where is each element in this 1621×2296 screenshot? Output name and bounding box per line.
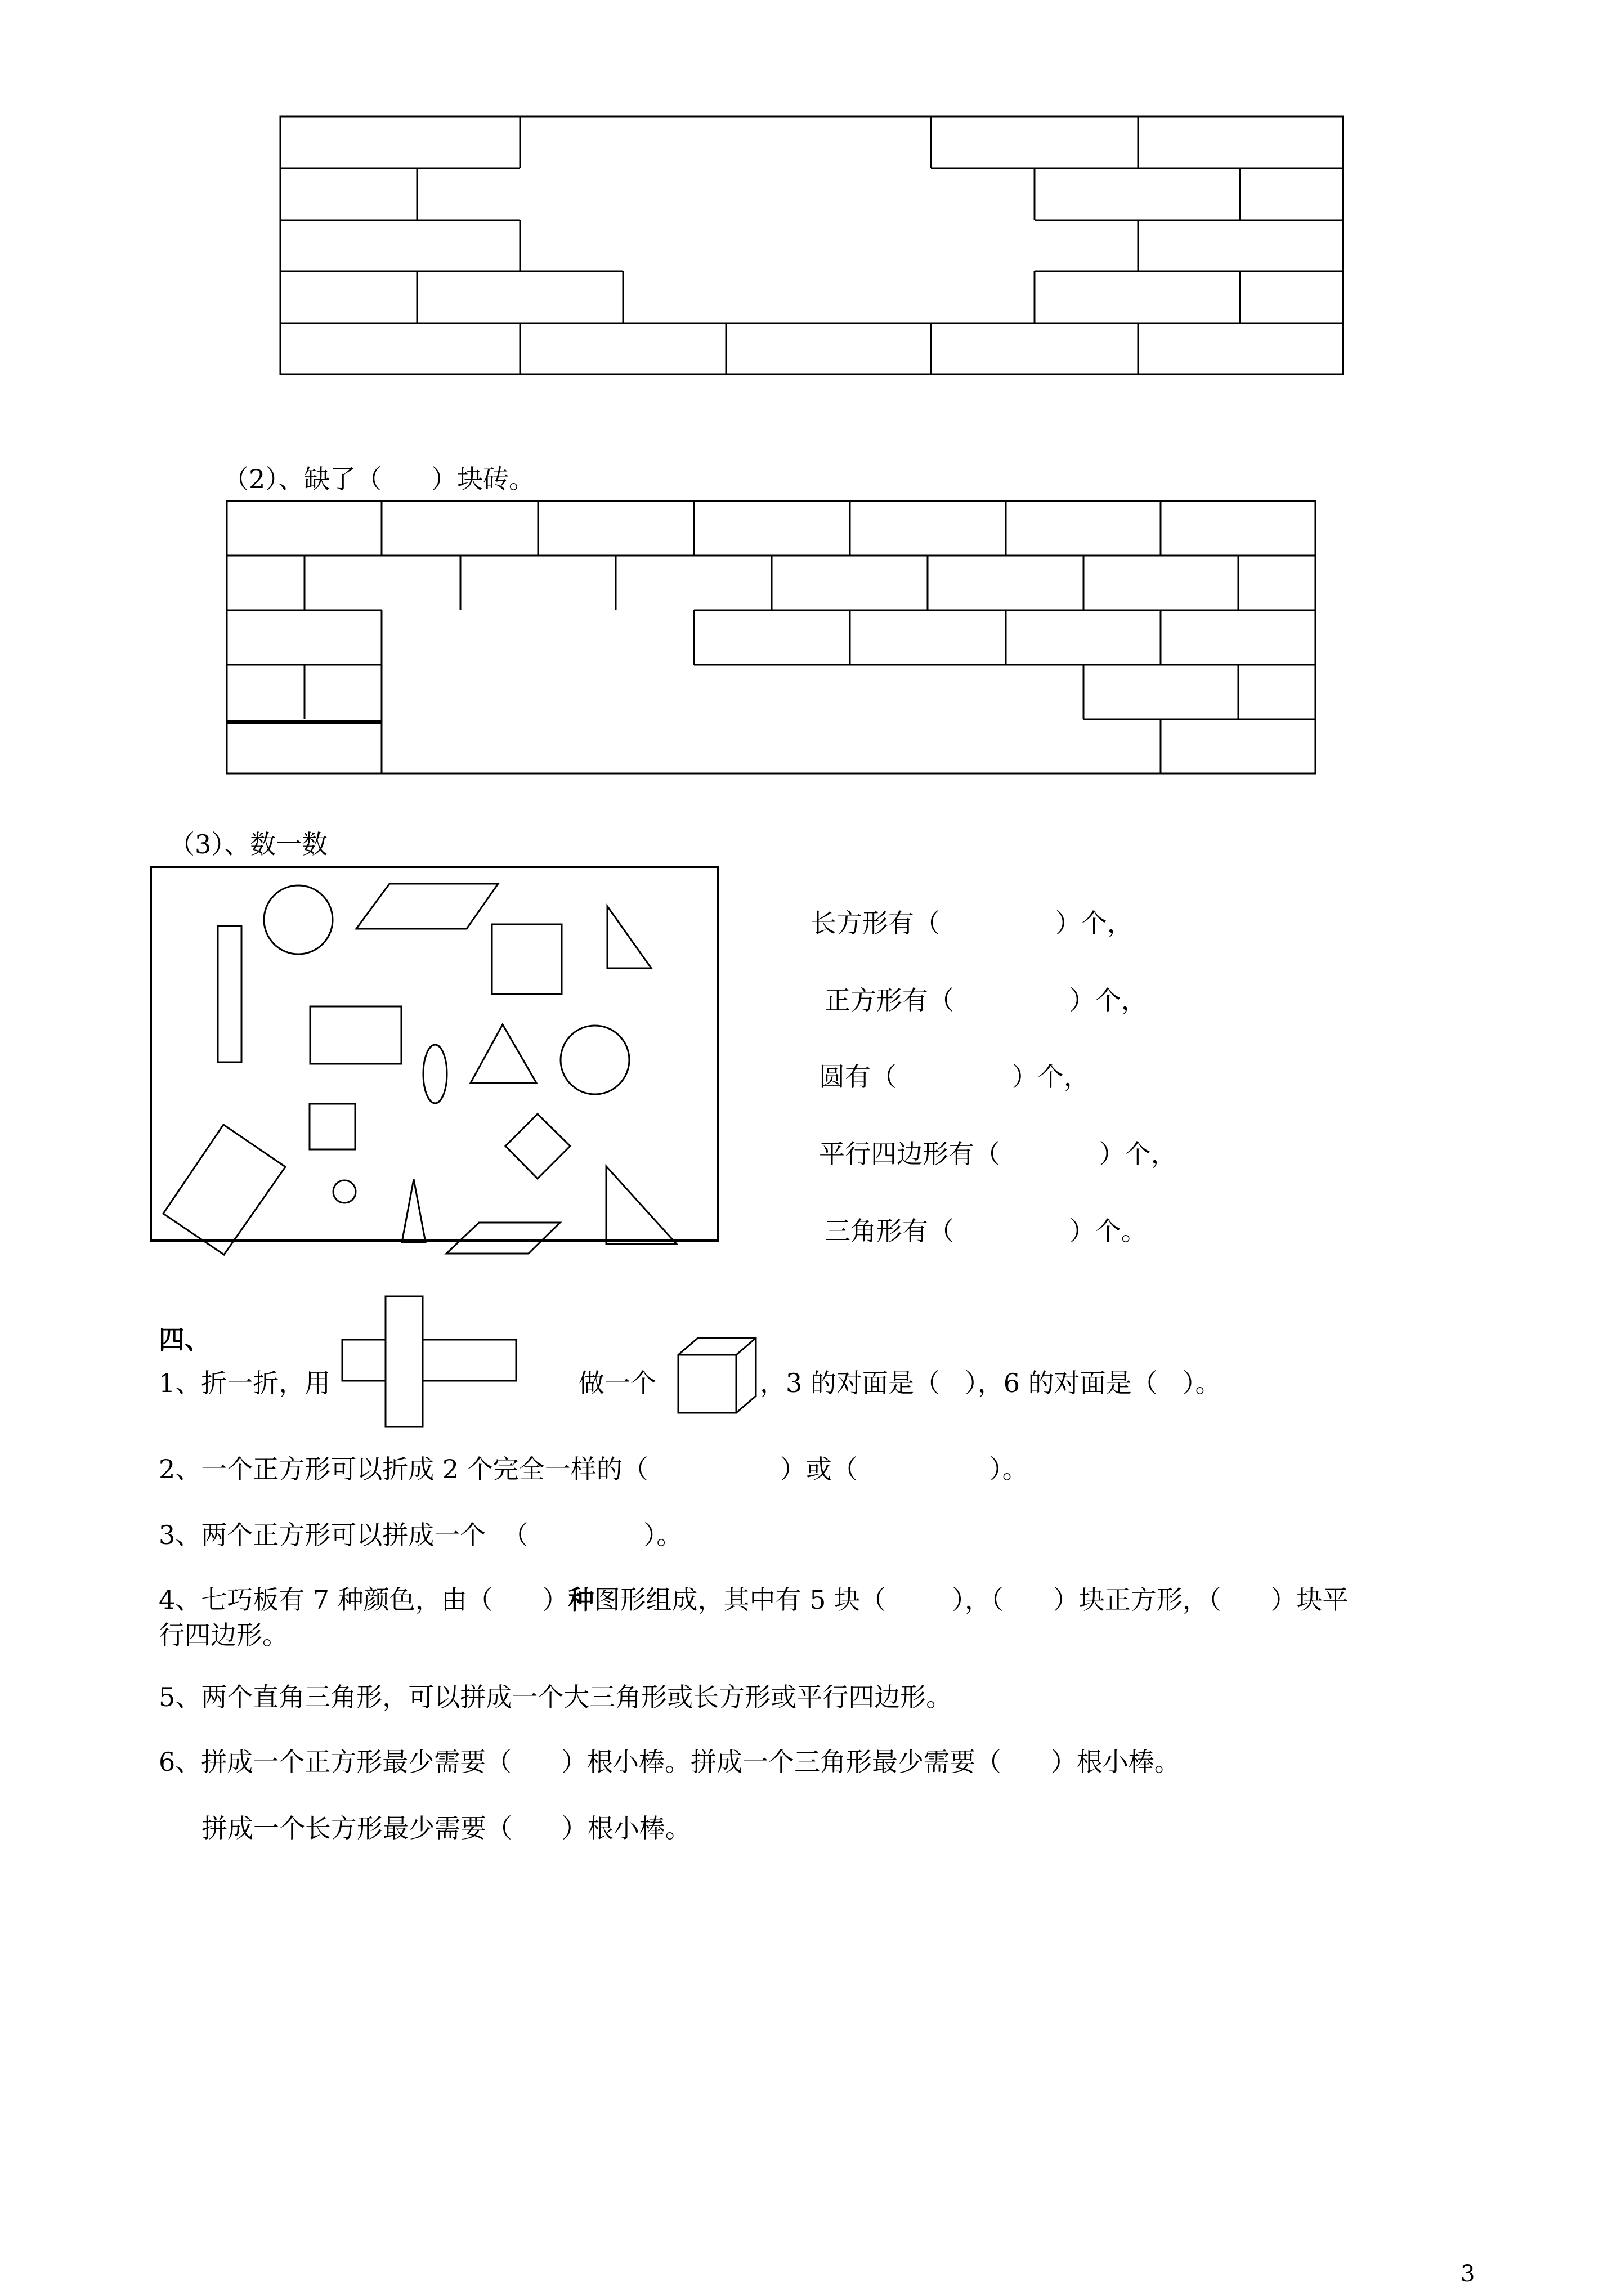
s4-q1-part-b: 做一个 bbox=[579, 1368, 656, 1398]
thin-triangle-shape bbox=[402, 1179, 426, 1242]
brick-wall-1-lines bbox=[280, 117, 1343, 374]
q3-title: （3）、数一数 bbox=[169, 829, 328, 860]
tall-rectangle-shape bbox=[218, 926, 241, 1062]
shapes-box bbox=[151, 867, 718, 1255]
s4-q1-part-a: 1、折一折，用 bbox=[159, 1368, 331, 1398]
parallelogram-shape-2 bbox=[446, 1223, 560, 1254]
square-shape-2 bbox=[310, 1104, 355, 1149]
s4-q6-line2: 拼成一个长方形最少需要（ ）根小棒。 bbox=[201, 1813, 691, 1843]
s4-q2: 2、一个正方形可以折成 2 个完全一样的（ ）或（ ）。 bbox=[159, 1454, 1028, 1484]
s4-q4-line1-bold: 种 bbox=[568, 1585, 594, 1615]
brick-wall-2-frame bbox=[227, 501, 1315, 773]
circle-shape-1 bbox=[264, 885, 333, 954]
cube-top-side bbox=[678, 1338, 756, 1413]
q2-missing-bricks-question: （2）、缺了（ ）块砖。 bbox=[223, 464, 535, 494]
brick-wall-2-lines bbox=[227, 501, 1315, 773]
rotated-square-shape bbox=[505, 1114, 570, 1179]
s4-q5: 5、两个直角三角形，可以拼成一个大三角形或长方形或平行四边形。 bbox=[159, 1682, 952, 1712]
circle-shape-2 bbox=[561, 1026, 629, 1094]
square-shape-1 bbox=[492, 924, 562, 994]
small-circle-shape bbox=[333, 1180, 356, 1203]
brick-wall-2 bbox=[227, 501, 1315, 773]
triangle-count-answer: 三角形有（ ）个。 bbox=[825, 1216, 1147, 1246]
shapes-box-frame bbox=[151, 867, 718, 1241]
cube-front bbox=[678, 1355, 736, 1413]
cube-net-outline bbox=[342, 1296, 516, 1427]
cube-net bbox=[342, 1296, 516, 1427]
brick-wall-1-frame bbox=[280, 117, 1343, 374]
s4-q4-line1 bbox=[159, 1583, 1348, 1617]
s4-q4-line1-b: 图形组成，其中有 5 块（ ），（ ）块正方形，（ ）块平 bbox=[594, 1585, 1349, 1615]
rectangle-count-answer: 长方形有（ ）个， bbox=[811, 908, 1133, 938]
s4-q1-part-c: ，3 的对面是（ ），6 的对面是（ ）。 bbox=[760, 1368, 1221, 1398]
tilted-rectangle-shape bbox=[163, 1125, 285, 1255]
triangle-shape-1 bbox=[471, 1024, 536, 1083]
s4-q4-line2: 行四边形。 bbox=[159, 1620, 288, 1650]
s4-q4-line1-a: 4、七巧板有 7 种颜色，由（ ） bbox=[159, 1585, 568, 1615]
s4-q6-line1: 6、拼成一个正方形最少需要（ ）根小棒。拼成一个三角形最少需要（ ）根小棒。 bbox=[159, 1747, 1180, 1777]
oval-shape bbox=[423, 1045, 447, 1103]
brick-wall-1 bbox=[280, 117, 1343, 374]
parallelogram-shape-1 bbox=[356, 884, 498, 929]
right-triangle-shape-2 bbox=[606, 1166, 677, 1244]
cube-icon bbox=[678, 1338, 756, 1413]
s4-q3: 3、两个正方形可以拼成一个 （ ）。 bbox=[159, 1520, 683, 1550]
page-number: 3 bbox=[1461, 2261, 1475, 2287]
rectangle-shape-1 bbox=[310, 1006, 401, 1064]
square-count-answer: 正方形有（ ）个， bbox=[825, 985, 1147, 1015]
circle-count-answer: 圆有（ ）个， bbox=[819, 1062, 1090, 1092]
section-4-heading: 四、 bbox=[159, 1324, 211, 1355]
parallelogram-count-answer: 平行四边形有（ ）个， bbox=[819, 1139, 1177, 1169]
right-triangle-shape-1 bbox=[607, 906, 651, 968]
